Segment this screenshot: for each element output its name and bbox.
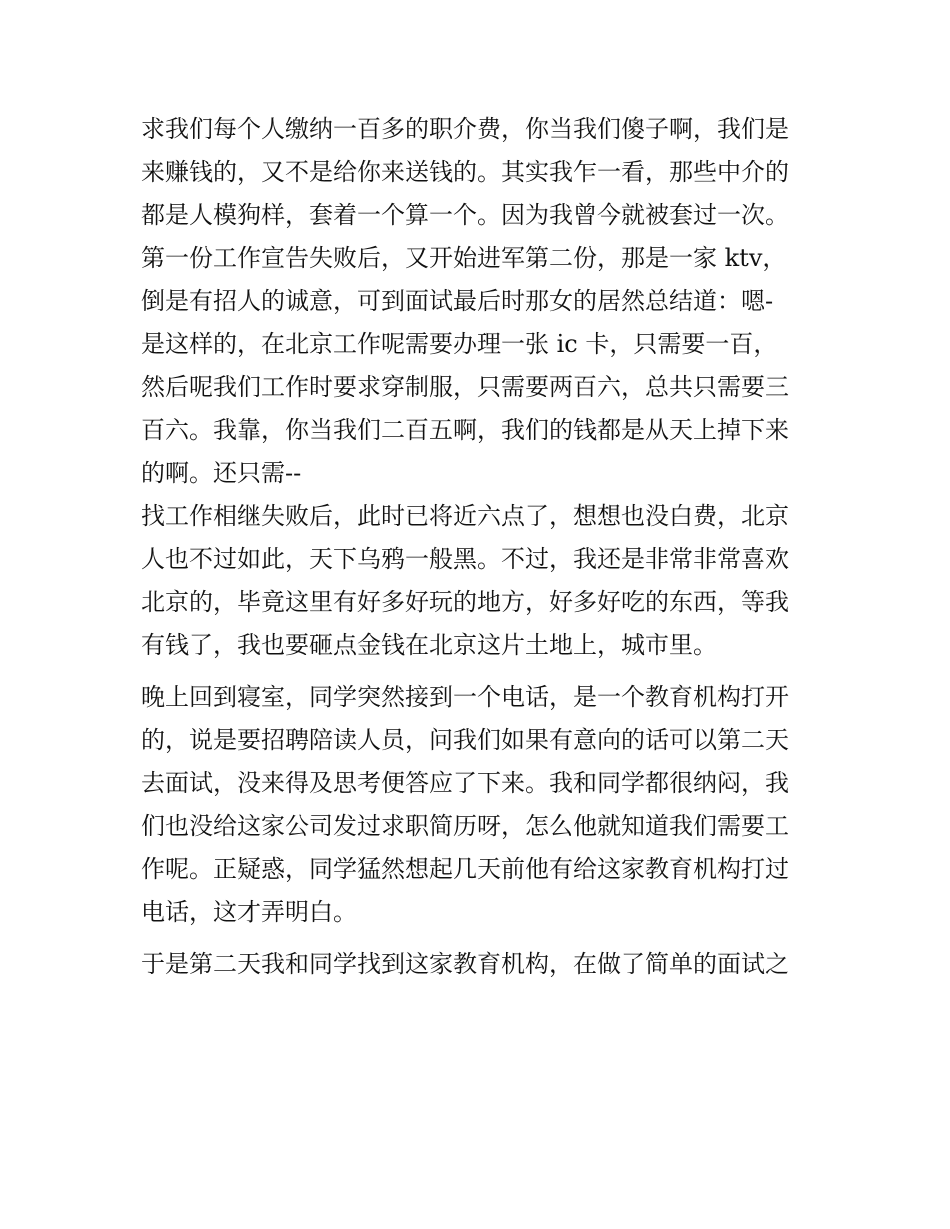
text-line: 找工作相继失败后，此时已将近六点了，想想也没白费，北京 [141,502,789,530]
paragraph [141,676,813,934]
paragraph-spacer [141,934,813,943]
text-line: 第一份工作宣告失败后，又开始进军第二份，那是一家 ktv， [141,244,787,272]
text-line: 都是人模狗样，套着一个算一个。因为我曾今就被套过一次。 [141,201,789,229]
text-line: 的，说是要招聘陪读人员，问我们如果有意向的话可以第二天 [141,726,789,754]
text-line: 们也没给这家公司发过求职简历呀，怎么他就知道我们需要工 [141,812,789,840]
paragraph [141,943,813,986]
text-line: 于是第二天我和同学找到这家教育机构，在做了简单的面试之 [141,950,789,978]
paragraph [141,495,813,667]
text-line: 的啊。还只需-- [141,459,302,487]
text-line: 北京的，毕竟这里有好多好玩的地方，好多好吃的东西，等我 [141,588,789,616]
text-line: 人也不过如此，天下乌鸦一般黑。不过，我还是非常非常喜欢 [141,545,789,573]
text-line: 电话，这才弄明白。 [141,898,357,926]
text-line: 晚上回到寝室，同学突然接到一个电话，是一个教育机构打开 [141,683,789,711]
text-line: 百六。我靠，你当我们二百五啊，我们的钱都是从天上掉下来 [141,416,789,444]
text-line: 有钱了，我也要砸点金钱在北京这片土地上，城市里。 [141,631,717,659]
text-line: 作呢。正疑惑，同学猛然想起几天前他有给这家教育机构打过 [141,855,789,883]
text-line: 倒是有招人的诚意，可到面试最后时那女的居然总结道：嗯- [141,287,774,315]
paragraph-spacer [141,667,813,676]
text-line: 去面试，没来得及思考便答应了下来。我和同学都很纳闷，我 [141,769,789,797]
text-line: 是这样的，在北京工作呢需要办理一张 ic 卡，只需要一百， [141,330,778,358]
paragraph [141,108,813,237]
paragraph [141,237,813,495]
text-line: 来赚钱的，又不是给你来送钱的。其实我乍一看，那些中介的 [141,158,789,186]
body-text [141,108,813,986]
text-line: 然后呢我们工作时要求穿制服，只需要两百六，总共只需要三 [141,373,789,401]
text-line: 求我们每个人缴纳一百多的职介费，你当我们傻子啊，我们是 [141,115,789,143]
